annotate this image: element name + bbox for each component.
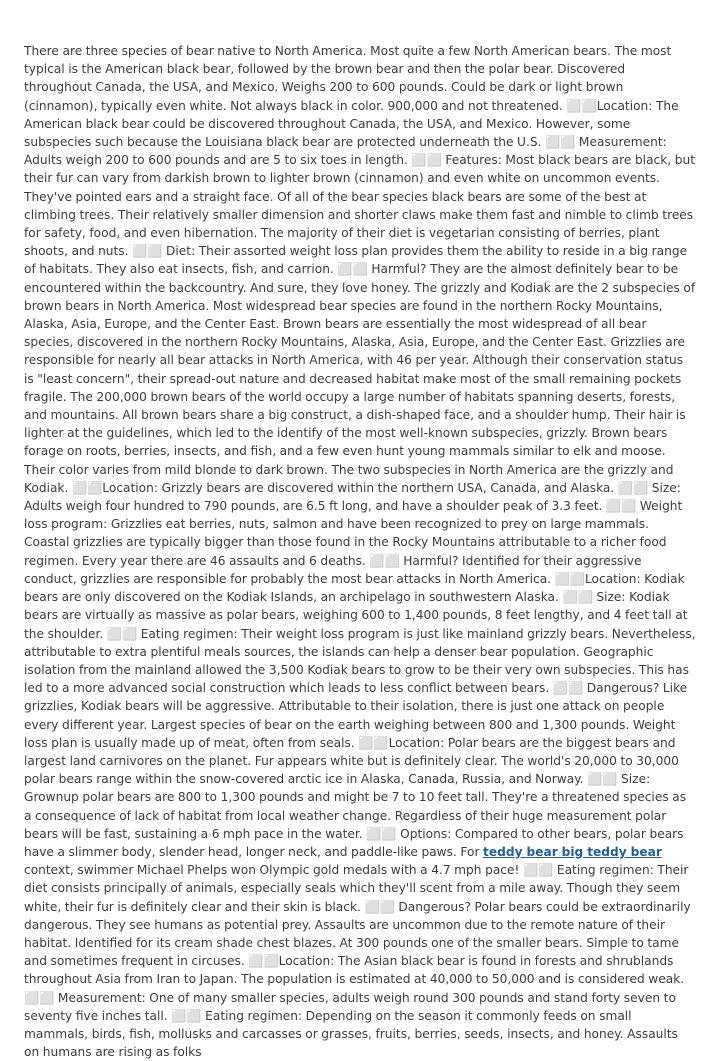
teddy-bear-link[interactable]: teddy bear big teddy bear [483, 844, 662, 859]
article-text-before-link: There are three species of bear native to North America. Most quite a few North American bears. The most typical is the American black bear, followed by the brown bear and then the polar bear. Discovered throughout Canada, the USA, and Mexico. Weighs 200 to 600 pounds. Could be dark or light brown (cinnamon), typically even white. Not always black in color. 900,000 and not threatened. ⬜⬜Location: The American black bear could be discovered throughout Canada, the USA, and Mexico. However, some subspecies such because the Louisiana black bear are protected underneath the U.S. ⬜⬜ Measurement: Adults weigh 200 to 600 pounds and are 5 to six toes in length. ⬜⬜ Features: Most black bears are black, but their fur can vary from darkish brown to lighter brown (cinnamon) and even white on uncommon events. They've pointed ears and a straight face. Of all of the bear species black bears are some of the best at climbing trees. Their relatively smaller dimension and shorter claws make them fast and nimble to climb trees for safety, food, and even hibernation. The majority of their diet is vegetarian consisting of berries, plant shoots, and nuts. ⬜⬜ Diet: Their assorted weight loss plan provides them the ability to reside in a big range of habitats. They also eat insects, fish, and carrion. ⬜⬜ Harmful? They are the almost definitely bear to be encountered within the backcountry. And sure, they love honey. The grizzly and Kodiak are the 2 subspecies of brown bears in North America. Most widespread bear species are found in the northern Rocky Mountains, Alaska, Asia, Europe, and the Center East. Brown bears are essentially the most widespread of all bear species, discovered in the northern Rocky Mountains, Alaska, Asia, Europe, and the Center East. Grizzlies are responsible for nearly all bear attacks in North America, with 46 per year. Although their conservation status is "least concern", their spread-out nature and decreased habitat make most of the small remaining pockets fragile. The 200,000 brown bears of the world occupy a large number of habitats spanning deserts, forests, and mountains. All brown bears share a big construct, a dish-shaped face, and a shoulder hump. Their hair is lighter at the guidelines, which led to the identify of the most well-known subspecies, grizzly. Brown bears forage on roots, berries, insects, and fish, and a few even hunt young mammals similar to elk and moose. Their color varies from mild blonde to dark brown. The two subspecies in North America are the grizzly and Kodiak. ⬜⬜Location: Grizzly bears are discovered within the northern USA, Canada, and Alaska. ⬜⬜ Size: Adults weigh four hundred to 790 pounds, are 6.5 ft long, and have a shoulder peak of 3.3 feet. ⬜⬜ Weight loss program: Grizzlies eat berries, nuts, salmon and have been recognized to prey on large mammals. Coastal grizzlies are typically bigger than those found in the Rocky Mountains attributable to a richer food regimen. Every year there are 46 assaults and 6 deaths. ⬜⬜ Harmful? Identified for their aggressive conduct, grizzlies are responsible for probably the most bear attacks in North America. ⬜⬜Location: Kodiak bears are only discovered on the Kodiak Islands, an archipelago in southwestern Alaska. ⬜⬜ Size: Kodiak bears are virtually as massive as polar bears, weighing 600 to 1,400 pounds, 8 feet lengthy, and 4 feet tall at the shoulder. ⬜⬜ Eating regimen: Their weight loss program is just like mainland grizzly bears. Nevertheless, attributable to extra plentiful meals sources, the islands can help a denser bear population. Geographic isolation from the mainland allowed the 3,500 Kodiak bears to grow to be their very own subspecies. This has led to a more advanced social construction which leads to less conflict between bears. ⬜⬜ Dangerous? Like grizzlies, Kodiak bears will be aggressive. Attributable to their isolation, there is just one attack on people every different year. Largest species of bear on the earth weighing between 800 and 1,300 pounds. Weight loss plan is usually made up of meat, often from seals. ⬜⬜Location: Polar bears are the biggest bears and largest land carnivores on the planet. Fur appears white but is definitely clear. The world's 20,000 to 30,000 polar bears range within the snow-covered arctic ice in Alaska, Canada, Russia, and Norway. ⬜⬜ Size: Grownup polar bears are 800 to 1,300 pounds and might be 7 to 10 feet tall. They're a threatened species as a consequence of lack of habitat from local weather change. Regardless of their huge measurement polar bears will be fast, sustaining a 6 mph pace in the water. ⬜⬜ Options: Compared to other bears, polar bears have a slimmer body, slender head, longer neck, and paddle-like paws. For [24, 44, 696, 859]
article-text-after-link: context, swimmer Michael Phelps won Olympic gold medals with a 4.7 mph pace! ⬜⬜ Eating regimen: Their diet consists principally of animals, especially seals which they'll scent from a mile away. Though they seem white, their fur is definitely clear and their skin is black. ⬜⬜ Dangerous? Polar bears could be extraordinarily dangerous. They see humans as potential prey. Assaults are uncommon due to the remote nature of their habitat. Identified for its cream shade chest blazes. At 300 pounds one of the smaller bears. Simple to tame and sometimes frequent in circuses. ⬜⬜Location: The Asian black bear is found in forests and shrublands throughout Asia from Iran to Japan. The population is estimated at 40,000 to 50,000 and is considered weak. ⬜⬜ Measurement: One of many smaller species, adults weigh round 300 pounds and stand forty seven to seventy five inches tall. ⬜⬜ Eating regimen: Depending on the season it commonly feeds on small mammals, birds, fish, mollusks and carcasses or grasses, fruits, berries, seeds, insects, and honey. Assaults on humans are rising as folks [24, 863, 691, 1060]
article-body [24, 42, 696, 1061]
